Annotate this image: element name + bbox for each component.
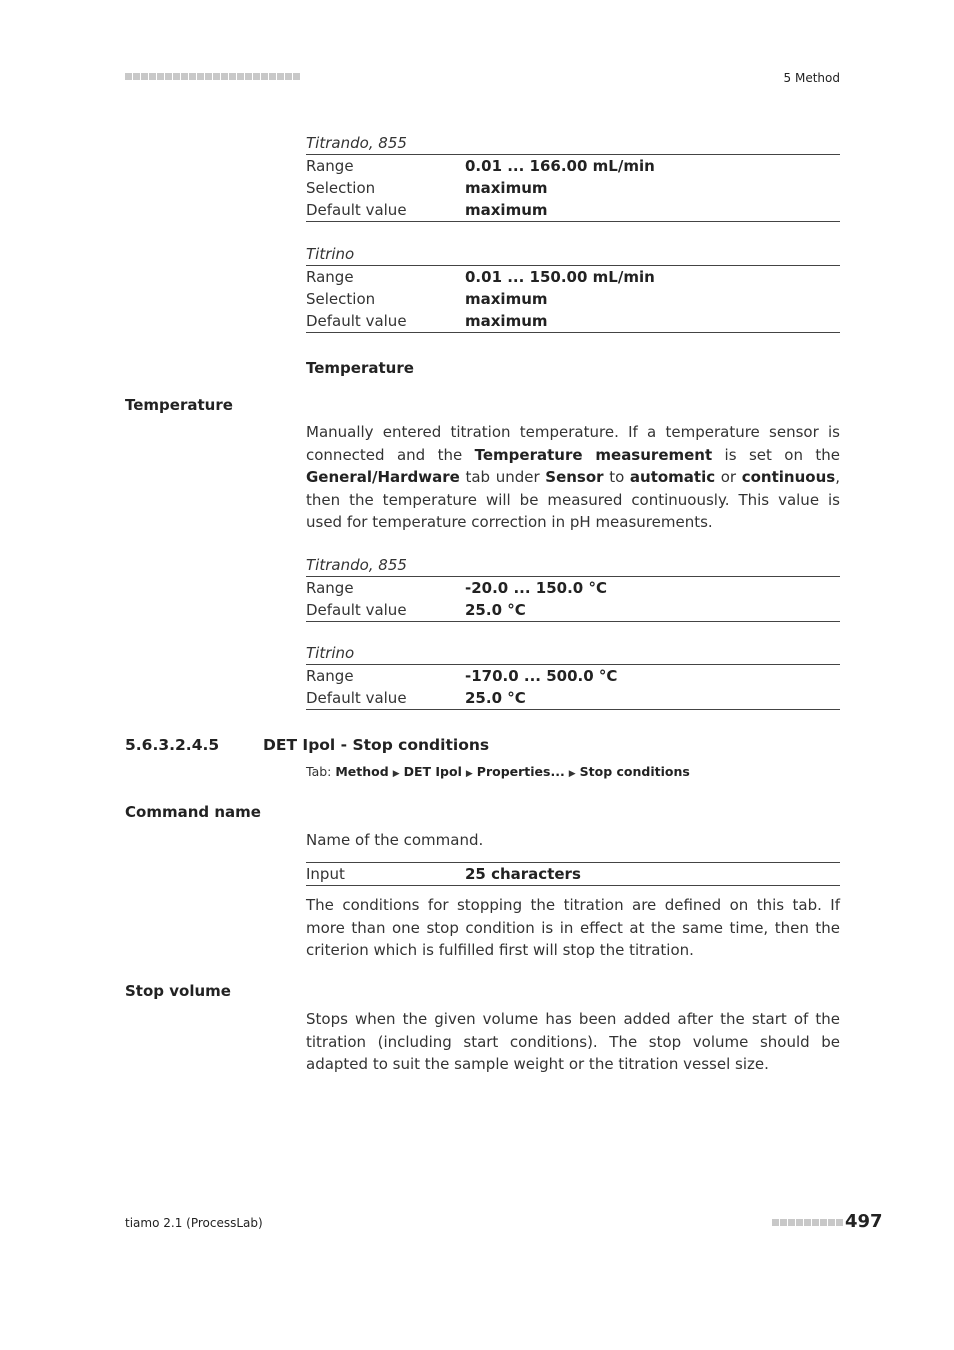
decorative-square [812, 1219, 819, 1226]
decorative-square [261, 73, 268, 80]
row-label: Range [306, 667, 354, 685]
decorative-square [133, 73, 140, 80]
decorative-square [804, 1219, 811, 1226]
stop-volume-description: Stops when the given volume has been added after the start of the titration (including start conditions). The stop volume should be adapted to suit the sample weight or the titration vessel size. [306, 1010, 840, 1073]
temp-titrando-table [306, 554, 840, 622]
row-value: -20.0 ... 150.0 °C [465, 579, 607, 597]
row-value: maximum [465, 179, 548, 197]
row-label: Range [306, 268, 354, 286]
decorative-square [836, 1219, 843, 1226]
table-row [306, 155, 840, 177]
decorative-square [149, 73, 156, 80]
table-row [306, 687, 840, 709]
row-value: 25 characters [465, 865, 581, 883]
section-number: 5.6.3.2.4.5 [125, 736, 220, 754]
command-input-table [306, 862, 840, 886]
row-value: maximum [465, 290, 548, 308]
header-decoration [125, 73, 307, 81]
breadcrumb-arrow-icon: ▶ [465, 769, 473, 779]
chapter-header: 5 Method [783, 71, 840, 85]
row-value: maximum [465, 201, 548, 219]
decorative-square [828, 1219, 835, 1226]
temperature-description: Manually entered titration temperature. If a temperature sensor is connected and the Temperature measurement is set on the General/Hardware tab under Sensor to automatic or continuous, then the temperature will be measured continuously. This value is used for temperature correction in pH measurements. [306, 423, 840, 531]
row-value: 25.0 °C [465, 601, 526, 619]
table-caption: Titrando, 855 [306, 556, 407, 574]
table-row [306, 199, 840, 221]
command-name-description: Name of the command. [306, 831, 484, 849]
footer-decoration [772, 1219, 843, 1227]
row-value: 0.01 ... 166.00 mL/min [465, 157, 655, 175]
decorative-square [285, 73, 292, 80]
breadcrumb-arrow-icon: ▶ [568, 769, 576, 779]
table-row [306, 177, 840, 199]
row-label: Default value [306, 689, 407, 707]
decorative-square [277, 73, 284, 80]
decorative-square [213, 73, 220, 80]
row-label: Selection [306, 179, 376, 197]
table-row [306, 288, 840, 310]
decorative-square [125, 73, 132, 80]
table-row [306, 599, 840, 621]
decorative-square [788, 1219, 795, 1226]
table-row [306, 665, 840, 687]
row-label: Selection [306, 290, 376, 308]
row-label: Input [306, 865, 345, 883]
stop-volume-side-label: Stop volume [125, 982, 231, 1000]
decorative-square [253, 73, 260, 80]
decorative-square [141, 73, 148, 80]
footer-product: tiamo 2.1 (ProcessLab) [125, 1216, 263, 1230]
tab-breadcrumb [306, 764, 690, 779]
temperature-subheading: Temperature [306, 359, 414, 377]
breadcrumb-item: Properties... [476, 764, 565, 779]
row-label: Default value [306, 201, 407, 219]
breadcrumb-item: Method [335, 764, 389, 779]
command-name-side-label: Command name [125, 803, 261, 821]
temp-titrino-table [306, 642, 840, 710]
decorative-square [269, 73, 276, 80]
breadcrumb-item: Stop conditions [579, 764, 690, 779]
table-row [306, 863, 840, 885]
decorative-square [181, 73, 188, 80]
table-row [306, 577, 840, 599]
decorative-square [205, 73, 212, 80]
decorative-square [293, 73, 300, 80]
row-label: Default value [306, 312, 407, 330]
tab-prefix: Tab: [306, 764, 332, 779]
decorative-square [229, 73, 236, 80]
breadcrumb-item: DET Ipol [403, 764, 462, 779]
decorative-square [173, 73, 180, 80]
row-label: Default value [306, 601, 407, 619]
temperature-side-label: Temperature [125, 396, 233, 414]
decorative-square [221, 73, 228, 80]
table-row [306, 310, 840, 332]
stop-conditions-description: The conditions for stopping the titration are defined on this tab. If more than one stop condition is in effect at the same time, then the criterion which is fulfilled first will stop the titration. [306, 896, 840, 959]
decorative-square [237, 73, 244, 80]
ui-term: Sensor [545, 468, 604, 486]
flow-titrando-table [306, 132, 840, 222]
decorative-square [157, 73, 164, 80]
table-caption: Titrino [306, 245, 355, 263]
table-caption: Titrino [306, 644, 355, 662]
decorative-square [772, 1219, 779, 1226]
decorative-square [820, 1219, 827, 1226]
decorative-square [796, 1219, 803, 1226]
row-value: 0.01 ... 150.00 mL/min [465, 268, 655, 286]
table-row [306, 266, 840, 288]
flow-titrino-table [306, 243, 840, 333]
row-value: 25.0 °C [465, 689, 526, 707]
ui-term: automatic [629, 468, 716, 486]
row-value: maximum [465, 312, 548, 330]
decorative-square [197, 73, 204, 80]
decorative-square [245, 73, 252, 80]
ui-term: General/Hardware [306, 468, 460, 486]
page-number: 497 [845, 1211, 883, 1232]
row-value: -170.0 ... 500.0 °C [465, 667, 618, 685]
decorative-square [189, 73, 196, 80]
ui-term: Temperature measurement [474, 445, 713, 464]
section-title: DET Ipol - Stop conditions [263, 736, 490, 754]
row-label: Range [306, 579, 354, 597]
row-label: Range [306, 157, 354, 175]
decorative-square [165, 73, 172, 80]
ui-term: continuous [741, 468, 836, 486]
decorative-square [780, 1219, 787, 1226]
breadcrumb-arrow-icon: ▶ [392, 769, 400, 779]
table-caption: Titrando, 855 [306, 134, 407, 152]
